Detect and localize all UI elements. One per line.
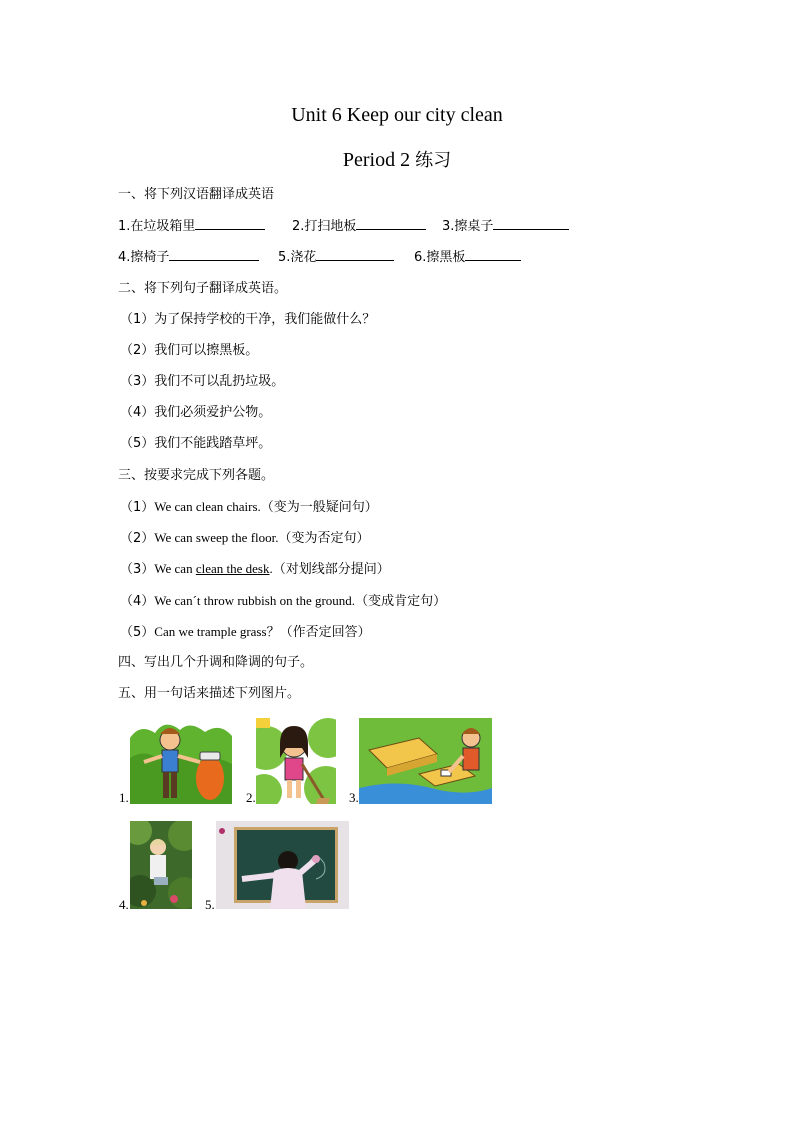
s3-item-3 [120, 560, 390, 579]
s3-item-1-num: （1） [120, 500, 155, 515]
s3-item-1-sentence: We can clean chairs. [154, 499, 261, 514]
s1-item-6 [414, 248, 521, 267]
section2-heading: 二、将下列句子翻译成英语。 [118, 281, 288, 296]
s2-item-2: （2）我们可以擦黑板。 [120, 343, 259, 358]
s3-item-2-note: （变为否定句） [278, 531, 370, 546]
picture-2-label: 2. [246, 790, 256, 805]
answer-blank[interactable] [493, 217, 569, 230]
picture-2-girl-sweeping [256, 718, 336, 804]
s3-item-5-num: （5） [120, 625, 155, 640]
s3-item-5-note: ？（作否定回答） [266, 625, 371, 640]
s1-item-1 [118, 217, 265, 236]
s2-item-1: （1）为了保持学校的干净，我们能做什么？ [120, 312, 376, 327]
s2-item-5: （5）我们不能践踏草坪。 [120, 436, 272, 451]
answer-blank[interactable] [465, 248, 521, 261]
picture-3-label: 3. [349, 790, 359, 805]
s1-item-1-text: 1.在垃圾箱里 [118, 219, 196, 234]
period-title [0, 146, 794, 172]
s3-item-4-sentence: We can´t throw rubbish on the ground. [154, 593, 356, 608]
section1-heading: 一、将下列汉语翻译成英语 [118, 187, 275, 202]
s3-item-5 [120, 623, 371, 642]
s1-item-5-text: 5.浇花 [278, 250, 317, 265]
s3-item-3-period: . [269, 561, 273, 576]
s1-item-3-text: 3.擦桌子 [442, 219, 494, 234]
s3-item-3-sentence: We can [154, 561, 196, 576]
s2-item-4: （4）我们必须爱护公物。 [120, 405, 272, 420]
answer-blank[interactable] [169, 248, 259, 261]
picture-1-label: 1. [119, 790, 129, 805]
s1-item-3 [442, 217, 569, 236]
s1-item-5 [278, 248, 394, 267]
s3-item-2-num: （2） [120, 531, 155, 546]
section3-heading: 三、按要求完成下列各题。 [118, 468, 275, 483]
section4-heading: 四、写出几个升调和降调的句子。 [118, 655, 314, 670]
picture-4-girl-watering-flowers [130, 821, 192, 909]
s3-item-3-underlined: clean the desk [195, 561, 270, 576]
period-cn-label: 练习 [415, 150, 452, 171]
answer-blank[interactable] [356, 217, 426, 230]
answer-blank[interactable] [195, 217, 265, 230]
s3-item-1-note: （变为一般疑问句） [260, 500, 378, 515]
s1-item-4 [118, 248, 259, 267]
s3-item-4 [120, 592, 446, 611]
s1-item-2 [292, 217, 426, 236]
unit-title: Unit 6 Keep our city clean [291, 104, 503, 126]
picture-5-label: 5. [205, 897, 215, 912]
answer-blank[interactable] [316, 248, 394, 261]
picture-3-boy-cleaning-desk [359, 718, 492, 804]
period-label: Period 2 [342, 149, 416, 171]
s3-item-2 [120, 529, 370, 548]
picture-4-label: 4. [119, 897, 129, 912]
s1-item-6-text: 6.擦黑板 [414, 250, 466, 265]
s3-item-4-note: （变成肯定句） [355, 594, 447, 609]
s1-item-2-text: 2.打扫地板 [292, 219, 357, 234]
picture-1-boy-trash-can [130, 718, 232, 804]
picture-5-child-cleaning-blackboard [216, 821, 349, 909]
s1-item-4-text: 4.擦椅子 [118, 250, 170, 265]
s3-item-4-num: （4） [120, 594, 155, 609]
s3-item-2-sentence: We can sweep the floor. [154, 530, 279, 545]
s2-item-3: （3）我们不可以乱扔垃圾。 [120, 374, 285, 389]
s3-item-3-num: （3） [120, 562, 155, 577]
s3-item-3-note: （对划线部分提问） [272, 562, 390, 577]
s3-item-5-sentence: Can we trample grass [154, 624, 267, 639]
s3-item-1 [120, 498, 378, 517]
section5-heading: 五、用一句话来描述下列图片。 [118, 686, 301, 701]
